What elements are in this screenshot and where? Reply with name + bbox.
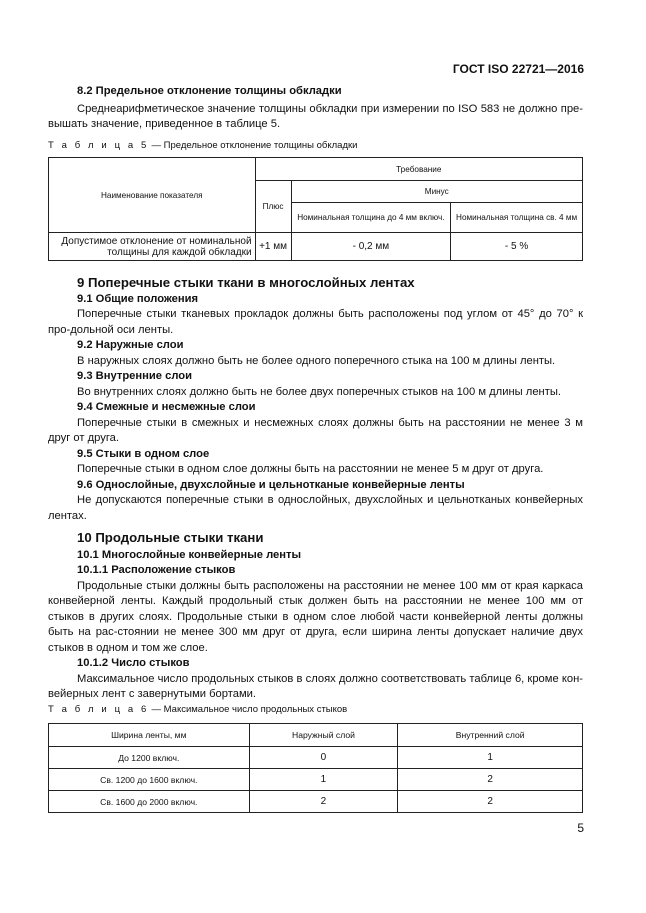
- table-cell: 2: [398, 769, 583, 791]
- section-9-3-text: Во внутренних слоях должно быть не более двух поперечных стыков на 100 м длины ленты.: [77, 385, 561, 398]
- table-cell: До 1200 включ.: [49, 747, 250, 769]
- table-6-caption: [48, 704, 347, 715]
- table-cell: 2: [249, 791, 398, 813]
- table-6: [48, 723, 583, 813]
- section-8-2-text: Среднеарифметическое значение толщины обкладки при измерении по ISO 583 не должно пре-вышать значение, приведенное в таблице 5.: [48, 102, 583, 130]
- section-9-2-title: 9.2 Наружные слои: [77, 339, 184, 351]
- table-cell: 1: [249, 769, 398, 791]
- section-9-6-title: 9.6 Однослойные, двухслойные и цельнотканые конвейерные ленты: [77, 478, 465, 491]
- table-6-header-width: Ширина ленты, мм: [49, 724, 250, 747]
- section-9-4-text: Поперечные стыки в смежных и несмежных слоях должны быть на расстоянии не менее 3 м друг от друга.: [48, 416, 583, 444]
- section-9-2-text: В наружных слоях должно быть не более одного поперечного стыка на 100 м длины ленты.: [77, 354, 556, 367]
- section-10-1-2-text: Максимальное число продольных стыков в слоях должно соответствовать таблице 6, кроме кон-вейерных лент с завернутыми бортами.: [48, 672, 583, 700]
- section-9: [48, 275, 583, 524]
- table-5-header-requirement: Требование: [255, 158, 582, 181]
- table-6-caption-prefix: Т а б л и ц а 6: [48, 704, 149, 715]
- table-cell: 1: [398, 747, 583, 769]
- section-10-1-1-text: Продольные стыки должны быть расположены на расстоянии не менее 100 мм от края каркаса конвейерной ленты. Каждый продольный стык должен быть на расстоянии не менее 100 мм от стыков в других слоях. Продольные стыки в одном слое любой части конвейерной ленты должны быть на рас-стоянии не менее 300 мм друг от друга, если ширина ленты допускает наличие двух стыков в одном и том же слое.: [48, 579, 583, 654]
- table-5-row-label: Допустимое отклонение от номинальной толщины для каждой обкладки: [49, 233, 256, 261]
- section-9-4-title: 9.4 Смежные и несмежные слои: [77, 401, 256, 413]
- table-cell: 0: [249, 747, 398, 769]
- section-10-title: 10 Продольные стыки ткани: [77, 530, 264, 545]
- table-cell: Св. 1600 до 2000 включ.: [49, 791, 250, 813]
- section-9-1-title: 9.1 Общие положения: [77, 292, 199, 305]
- section-9-3-title: 9.3 Внутренние слои: [77, 370, 193, 382]
- section-10-1-2-title: 10.1.2 Число стыков: [77, 657, 190, 669]
- table-6-header-outer: Наружный слой: [249, 724, 398, 747]
- table-5: [48, 157, 583, 261]
- table-5-caption: [48, 140, 357, 151]
- table-5-header-name: Наименование показателя: [49, 158, 256, 233]
- table-cell: 2: [398, 791, 583, 813]
- table-5-caption-prefix: Т а б л и ц а 5: [48, 140, 149, 151]
- table-row: [49, 769, 583, 791]
- section-10-1-1-title: 10.1.1 Расположение стыков: [77, 564, 236, 576]
- section-8-2: [48, 84, 583, 133]
- table-5-header-nominal-2: Номинальная толщина св. 4 мм: [451, 203, 583, 233]
- section-9-title: 9 Поперечные стыки ткани в многослойных лентах: [77, 275, 415, 290]
- table-5-header-minus: Минус: [291, 181, 582, 203]
- table-6-header-inner: Внутренний слой: [398, 724, 583, 747]
- table-5-caption-text: — Предельное отклонение толщины обкладки: [148, 140, 358, 151]
- table-5-header-plus: Плюс: [255, 181, 291, 233]
- page-number: 5: [577, 821, 584, 835]
- section-10-1-title: 10.1 Многослойные конвейерные ленты: [77, 548, 302, 561]
- table-6-caption-text: — Максимальное число продольных стыков: [148, 704, 348, 715]
- table-row: [49, 233, 583, 261]
- section-9-6-text: Не допускаются поперечные стыки в однослойных, двухслойных и цельнотканых конвейерных лентах.: [48, 494, 583, 522]
- table-5-row-plus: +1 мм: [255, 233, 291, 261]
- document-id: ГОСТ ISO 22721—2016: [452, 62, 584, 76]
- table-5-row-minus-2: - 5 %: [451, 233, 583, 261]
- table-cell: Св. 1200 до 1600 включ.: [49, 769, 250, 791]
- section-9-1-text: Поперечные стыки тканевых прокладок должны быть расположены под углом от 45° до 70° к про-дольной оси ленты.: [48, 308, 583, 336]
- section-8-2-title: 8.2 Предельное отклонение толщины обкладки: [77, 85, 342, 97]
- section-9-5-text: Поперечные стыки в одном слое должны быть на расстоянии не менее 5 м друг от друга.: [77, 463, 544, 475]
- table-5-header-nominal-1: Номинальная толщина до 4 мм включ.: [291, 203, 451, 233]
- table-5-row-minus-1: - 0,2 мм: [291, 233, 451, 261]
- section-10: [48, 530, 583, 703]
- table-row: [49, 747, 583, 769]
- table-row: [49, 791, 583, 813]
- section-9-5-title: 9.5 Стыки в одном слое: [77, 447, 210, 460]
